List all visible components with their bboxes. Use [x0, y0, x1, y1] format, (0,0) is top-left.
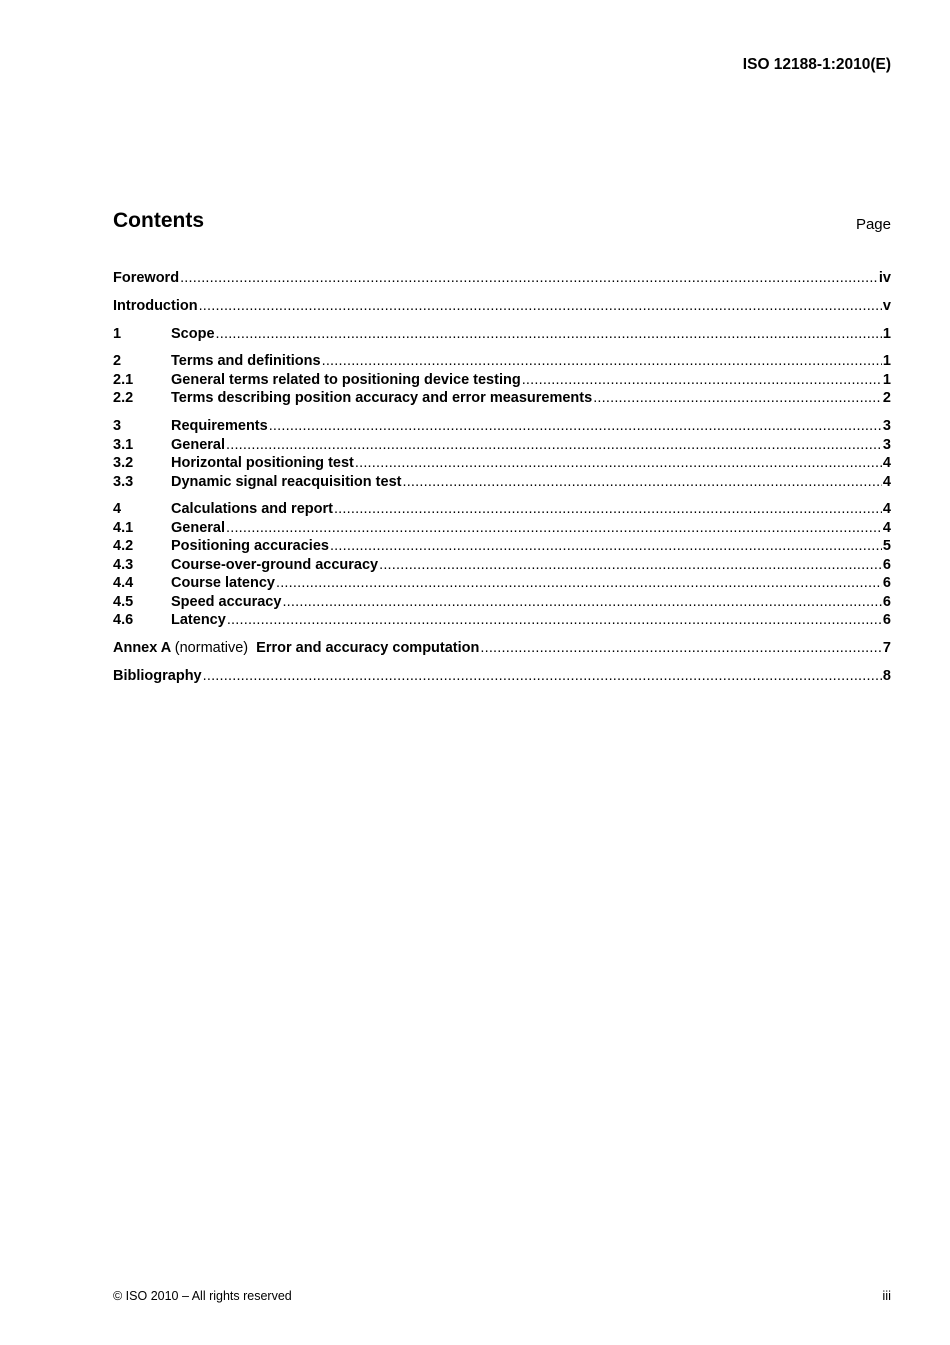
- toc-entry[interactable]: [113, 454, 891, 473]
- dot-leader: [203, 667, 882, 686]
- dot-leader: [334, 500, 882, 519]
- dot-leader: [282, 593, 881, 612]
- toc-entry-page: 3: [882, 436, 891, 453]
- dot-leader: [226, 436, 882, 455]
- toc-entry[interactable]: [113, 574, 891, 593]
- toc-entry-number: 4.4: [113, 575, 134, 592]
- page-column-label: Page: [855, 216, 891, 233]
- dot-leader: [216, 325, 882, 344]
- toc-entry-title: Scope: [171, 325, 215, 342]
- toc-entry-page: 1: [882, 371, 891, 388]
- toc-entry-page: 1: [882, 353, 891, 370]
- dot-leader: [199, 297, 882, 316]
- toc-entry-page: 4: [882, 501, 891, 518]
- toc-entry-page: iv: [878, 270, 891, 286]
- toc-entry-title: [113, 639, 479, 658]
- toc-entry-number: 4.6: [113, 612, 134, 629]
- toc-entry-title: Requirements: [171, 418, 268, 435]
- dot-leader: [379, 556, 882, 575]
- toc-entry-page: 4: [882, 473, 891, 490]
- toc-entry-title: General: [171, 519, 225, 536]
- toc-entry-title: Course-over-ground accuracy: [171, 556, 379, 573]
- toc-entry-title: Speed accuracy: [171, 593, 282, 610]
- toc-entry-number: 2.2: [113, 390, 134, 407]
- toc-entry-page: 8: [882, 668, 891, 685]
- toc-entry-number: 3.2: [113, 455, 134, 472]
- contents-heading: Contents: [113, 209, 204, 232]
- dot-leader: [402, 473, 881, 492]
- toc-group: [113, 352, 891, 408]
- toc-entry-title: Course latency: [171, 575, 275, 592]
- toc-entry[interactable]: [113, 297, 891, 316]
- dot-leader: [180, 269, 878, 288]
- toc-entry-number: 3.3: [113, 473, 134, 490]
- toc-entry-title: Foreword: [113, 270, 180, 286]
- toc-entry-number: 4.1: [113, 519, 134, 536]
- toc-entry[interactable]: [113, 473, 891, 492]
- toc-entry-page: 6: [882, 612, 891, 629]
- toc-entry[interactable]: [113, 269, 891, 288]
- toc-entry[interactable]: [113, 417, 891, 436]
- dot-leader: [227, 611, 882, 630]
- toc-entry-title: Positioning accuracies: [171, 538, 329, 555]
- toc-entry[interactable]: [113, 519, 891, 538]
- dot-leader: [322, 352, 882, 371]
- dot-leader: [269, 417, 882, 436]
- toc-entry[interactable]: [113, 436, 891, 455]
- toc-entry-number: 2: [113, 353, 122, 370]
- toc-entry-number: 2.1: [113, 371, 134, 388]
- toc-entry[interactable]: [113, 389, 891, 408]
- toc-entry-title: Latency: [171, 612, 226, 629]
- toc-entry-number: 4.5: [113, 593, 134, 610]
- toc-entry-number: 4.2: [113, 538, 134, 555]
- toc-group: [113, 325, 891, 344]
- toc-entry-page: 4: [882, 455, 891, 472]
- copyright-notice: © ISO 2010 – All rights reserved: [113, 1289, 292, 1303]
- toc-entry-number: 4: [113, 501, 122, 518]
- toc-entry[interactable]: [113, 611, 891, 630]
- toc-entry-title: Terms describing position accuracy and error measurements: [171, 390, 593, 407]
- annex-title: Error and accuracy computation: [256, 640, 480, 657]
- toc-entry[interactable]: [113, 500, 891, 519]
- dot-leader: [226, 519, 882, 538]
- toc-entry[interactable]: [113, 667, 891, 686]
- toc-entry-title: General terms related to positioning device testing: [171, 371, 521, 388]
- toc-entry-page: 5: [882, 538, 891, 555]
- toc-entry-page: 3: [882, 418, 891, 435]
- toc-group: [113, 269, 891, 288]
- dot-leader: [276, 574, 882, 593]
- toc-entry-page: 6: [882, 593, 891, 610]
- toc-group: [113, 297, 891, 316]
- toc-entry-title: Introduction: [113, 297, 198, 314]
- toc-entry[interactable]: [113, 537, 891, 556]
- page-number: iii: [882, 1288, 891, 1303]
- toc-group: [113, 500, 891, 630]
- toc-entry-page: v: [882, 297, 891, 314]
- toc-entry[interactable]: [113, 639, 891, 658]
- dot-leader: [480, 639, 882, 658]
- toc-entry-number: 3.1: [113, 436, 134, 453]
- toc-entry-page: 1: [882, 325, 891, 342]
- toc-entry-title: General: [171, 436, 225, 453]
- toc-entry[interactable]: [113, 325, 891, 344]
- dot-leader: [593, 389, 882, 408]
- toc-entry-number: 3: [113, 418, 122, 435]
- dot-leader: [355, 454, 882, 473]
- toc-entry-title: Terms and definitions: [171, 353, 321, 370]
- toc-group: [113, 417, 891, 491]
- toc-entry[interactable]: [113, 593, 891, 612]
- toc-entry-page: 6: [882, 556, 891, 573]
- toc-entry-title: Horizontal positioning test: [171, 455, 354, 472]
- toc-group: [113, 639, 891, 658]
- annex-type: (normative): [174, 640, 249, 657]
- document-id: ISO 12188-1:2010(E): [742, 56, 891, 73]
- toc-entry[interactable]: [113, 371, 891, 390]
- toc-entry-number: 4.3: [113, 556, 134, 573]
- toc-entry-title: Dynamic signal reacquisition test: [171, 473, 402, 490]
- toc-entry-number: 1: [113, 325, 122, 342]
- toc-entry[interactable]: [113, 352, 891, 371]
- dot-leader: [330, 537, 882, 556]
- table-of-contents: [113, 269, 891, 695]
- toc-group: [113, 667, 891, 686]
- toc-entry-title: Calculations and report: [171, 501, 333, 518]
- dot-leader: [522, 371, 882, 390]
- toc-entry-page: 7: [882, 640, 891, 657]
- toc-entry[interactable]: [113, 556, 891, 575]
- annex-label: Annex A: [113, 640, 171, 657]
- toc-entry-title: Bibliography: [113, 668, 202, 685]
- toc-entry-page: 6: [882, 575, 891, 592]
- toc-entry-page: 2: [882, 390, 891, 407]
- toc-entry-page: 4: [882, 519, 891, 536]
